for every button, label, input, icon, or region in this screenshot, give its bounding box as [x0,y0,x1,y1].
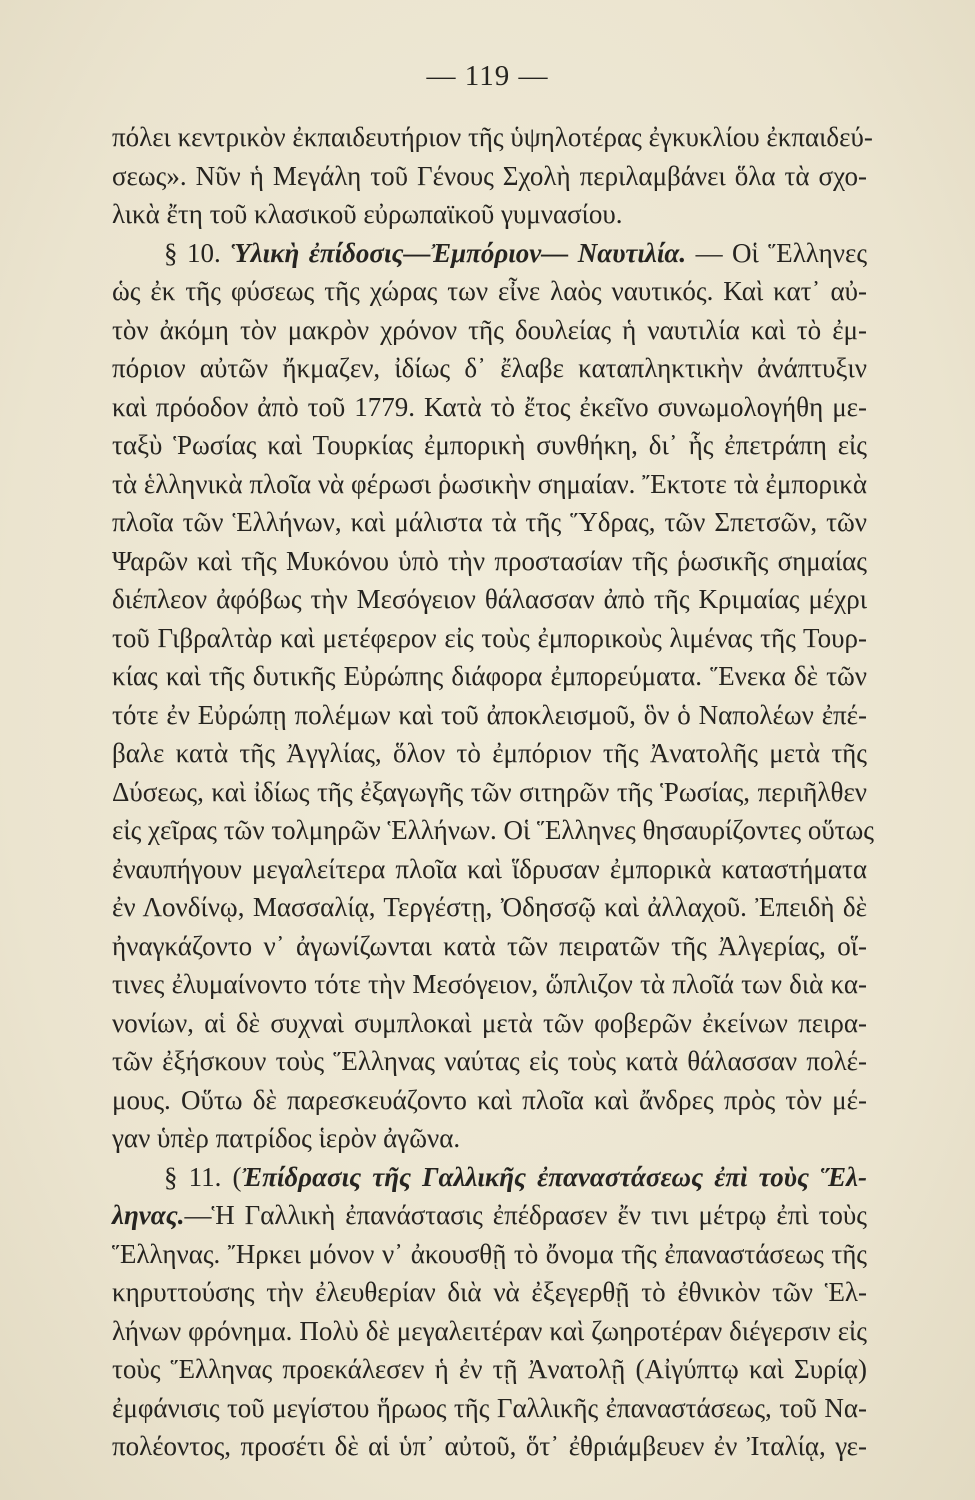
section-11-heading-line [112,1158,867,1197]
section-title: Ὑλικὴ ἐπίδοσις—Ἐμπόριον— Ναυτιλία. [230,237,687,268]
text-line: διέπλεον ἀφόβως τὴν Μεσόγειον θάλασσαν ἀπὸ τῆς Κριμαίας μέχρι [112,584,867,614]
text-line: Ψαρῶν καὶ τῆς Μυκόνου ὑπὸ τὴν προστασίαν τῆς ῥωσικῆς σημαίας [112,545,867,576]
text-line: τότε ἐν Εὐρώπῃ πολέμων καὶ τοῦ ἀποκλεισμοῦ, ὃν ὁ Ναπολέων ἐπέ- [112,699,867,730]
section-11-heading-cont [112,1196,867,1235]
text-span: —Ἡ Γαλλικὴ ἐπανάστασις ἐπέδρασεν ἔν τινι μέτρῳ ἐπὶ τοὺς [184,1200,867,1230]
text-line: γαν ὑπὲρ πατρίδος ἱερὸν ἀγῶνα. [112,1123,461,1153]
text-line: πλοῖα τῶν Ἑλλήνων, καὶ μάλιστα τὰ τῆς Ὕδρας, τῶν Σπετσῶν, τῶν [112,507,867,537]
text-line: βαλε κατὰ τῆς Ἀγγλίας, ὅλον τὸ ἐμπόριον τῆς Ἀνατολῆς μετὰ τῆς [112,738,867,768]
section-number: § 11. [164,1161,222,1192]
text-line: Ἕλληνας. Ἤρκει μόνον ν᾽ ἀκουσθῇ τὸ ὄνομα τῆς ἐπαναστάσεως τῆς [112,1238,867,1269]
text-line: τοὺς Ἕλληνας προεκάλεσεν ἡ ἐν τῇ Ἀνατολῇ (Αἰγύπτῳ καὶ Συρίᾳ) [112,1354,867,1384]
text-line: ἠναγκάζοντο ν᾽ ἀγωνίζωνται κατὰ τῶν πειρατῶν τῆς Ἀλγερίας, οἵ- [112,930,867,961]
section-title: Ἐπίδρασις τῆς Γαλλικῆς ἐπαναστάσεως ἐπὶ τοὺς Ἕλ- [241,1161,867,1192]
text-line: νονίων, αἱ δὲ συχναὶ συμπλοκαὶ μετὰ τῶν φοβερῶν ἐκείνων πειρα- [112,1007,867,1038]
page-number: — 119 — [426,60,549,92]
text-line: σεως». Νῦν ἡ Μεγάλη τοῦ Γένους Σχολὴ περιλαμβάνει ὅλα τὰ σχο- [112,160,867,191]
text-line: ἐν Λονδίνῳ, Μασσαλίᾳ, Τεργέστῃ, Ὀδησσῷ καὶ ἀλλαχοῦ. Ἐπειδὴ δὲ [112,892,867,922]
text-line: μους. Οὕτω δὲ παρεσκευάζοντο καὶ πλοῖα καὶ ἄνδρες πρὸς τὸν μέ- [112,1084,867,1115]
text-line: λικὰ ἔτη τοῦ κλασικοῦ εὐρωπαϊκοῦ γυμνασίου. [112,199,623,229]
text-line: πολέοντος, προσέτι δὲ αἱ ὑπ᾽ αὐτοῦ, ὅτ᾽ ἐθριάμβευεν ἐν Ἰταλίᾳ, γε- [112,1431,867,1461]
text-line: καὶ πρόοδον ἀπὸ τοῦ 1779. Κατὰ τὸ ἔτος ἐκεῖνο συνωμολογήθη με- [112,391,867,422]
section-title-cont: ληνας. [112,1200,185,1230]
text-line: κίας καὶ τῆς δυτικῆς Εὐρώπης διάφορα ἐμπορεύματα. Ἕνεκα δὲ τῶν [112,661,867,691]
text-line: τὰ ἑλληνικὰ πλοῖα νὰ φέρωσι ῥωσικὴν σημαίαν. Ἔκτοτε τὰ ἐμπορικὰ [112,468,867,499]
text-line: λήνων φρόνημα. Πολὺ δὲ μεγαλειτέραν καὶ ζωηροτέραν διέγερσιν εἰς [112,1315,867,1346]
text-line: κηρυττούσης τὴν ἐλευθερίαν διὰ νὰ ἐξεγερθῇ τὸ ἐθνικὸν τῶν Ἑλ- [112,1277,867,1307]
text-line: ἐναυπήγουν μεγαλείτερα πλοῖα καὶ ἵδρυσαν ἐμπορικὰ καταστήματα [112,853,867,884]
body-text [112,118,874,1466]
text-line: ταξὺ Ῥωσίας καὶ Τουρκίας ἐμπορικὴ συνθήκη, δι᾽ ἧς ἐπετράπη εἰς [112,430,867,460]
paren-open: ( [232,1161,242,1192]
section-number: § 10. [164,237,221,268]
section-10-heading-line [112,234,867,273]
text-line: εἰς χεῖρας τῶν τολμηρῶν Ἑλλήνων. Οἱ Ἕλληνες θησαυρίζοντες οὕτως [112,815,874,845]
text-line: τῶν ἐξήσκουν τοὺς Ἕλληνας ναύτας εἰς τοὺς κατὰ θάλασσαν πολέ- [112,1046,867,1076]
text-line: τὸν ἀκόμη τὸν μακρὸν χρόνον τῆς δουλείας ἡ ναυτιλία καὶ τὸ ἐμ- [112,314,867,345]
text-line: πόλει κεντρικὸν ἐκπαιδευτήριον τῆς ὑψηλοτέρας ἐγκυκλίου ἐκπαιδεύ- [112,122,873,152]
text-span: — Οἱ Ἕλληνες [695,237,868,268]
text-line: πόριον αὐτῶν ἤκμαζεν, ἰδίως δ᾽ ἔλαβε καταπληκτικὴν ἀνάπτυξιν [112,353,867,383]
text-line: Δύσεως, καὶ ἰδίως τῆς ἐξαγωγῆς τῶν σιτηρῶν τῆς Ῥωσίας, περιῆλθεν [112,776,867,807]
text-line: ἐμφάνισις τοῦ μεγίστου ἥρωος τῆς Γαλλικῆς ἐπαναστάσεως, τοῦ Να- [112,1392,867,1423]
text-line: τινες ἐλυμαίνοντο τότε τὴν Μεσόγειον, ὥπλιζον τὰ πλοῖά των διὰ κα- [112,969,867,999]
text-line: τοῦ Γιβραλτὰρ καὶ μετέφερον εἰς τοὺς ἐμπορικοὺς λιμένας τῆς Τουρ- [112,622,867,653]
text-line: ὡς ἐκ τῆς φύσεως τῆς χώρας των εἶνε λαὸς ναυτικός. Καὶ κατ᾽ αὐ- [112,276,867,306]
